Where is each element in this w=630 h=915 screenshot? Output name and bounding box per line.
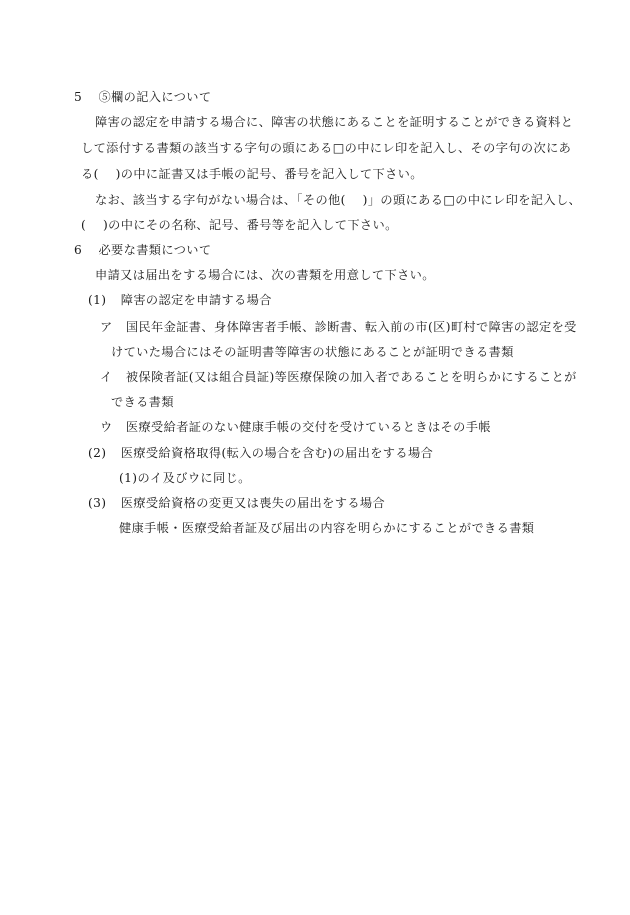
section-5-paragraph-1-line-1: 障害の認定を申請する場合に、障害の状態にあることを証明することができる資料と	[95, 115, 574, 129]
item-i-text: 被保険者証(又は組合員証)等医療保険の加入者であることを明らかにすることが	[125, 370, 577, 384]
subsection-2-body: (1)のイ及びウに同じ。	[119, 471, 251, 485]
subsection-2-heading	[88, 445, 433, 461]
section-5-paragraph-2-line-2: ( )の中にその名称、記号、番号等を記入して下さい。	[81, 218, 398, 232]
item-a-mark: ア	[100, 320, 113, 334]
section-6-number: 6	[74, 243, 83, 257]
subsection-3-heading	[88, 495, 385, 511]
item-u-text: 医療受給者証のない健康手帳の交付を受けているときはその手帳	[125, 420, 491, 434]
section-6-intro: 申請又は届出をする場合には、次の書類を用意して下さい。	[95, 268, 435, 282]
subsection-1-heading	[88, 292, 272, 308]
item-a-line-2: けていた場合にはその証明書等障害の状態にあることが証明できる書類	[111, 345, 514, 359]
item-i-line-1	[100, 369, 577, 385]
section-6-title: 必要な書類について	[98, 243, 212, 257]
item-i-line-2: できる書類	[111, 395, 174, 409]
section-5-paragraph-1-line-2: して添付する書類の該当する字句の頭にある□の中にレ印を記入し、その字句の次にあ	[81, 141, 572, 155]
section-5-paragraph-1-line-3: る( )の中に証書又は手帳の記号、番号を記入して下さい。	[81, 167, 423, 181]
subsection-1-number: (1)	[88, 293, 107, 307]
item-u-mark: ウ	[100, 420, 113, 434]
subsection-2-title: 医療受給資格取得(転入の場合を含む)の届出をする場合	[120, 446, 434, 460]
section-5-number: 5	[74, 90, 83, 104]
subsection-3-body: 健康手帳・医療受給者証及び届出の内容を明らかにすることができる書類	[119, 521, 535, 535]
item-a-line-1	[100, 319, 577, 335]
subsection-2-number: (2)	[88, 446, 107, 460]
subsection-3-number: (3)	[88, 496, 107, 510]
section-6-heading	[74, 242, 211, 258]
item-u-line-1	[100, 419, 491, 435]
item-a-text: 国民年金証書、身体障害者手帳、診断書、転入前の市(区)町村で障害の認定を受	[125, 320, 577, 334]
subsection-1-title: 障害の認定を申請する場合	[120, 293, 272, 307]
item-i-mark: イ	[100, 370, 113, 384]
subsection-3-title: 医療受給資格の変更又は喪失の届出をする場合	[120, 496, 386, 510]
section-5-heading	[74, 89, 211, 105]
section-5-paragraph-2-line-1: なお、該当する字句がない場合は、「その他( )」の頭にある□の中にレ印を記入し、	[95, 193, 582, 207]
section-5-title: ⑤欄の記入について	[98, 90, 212, 104]
